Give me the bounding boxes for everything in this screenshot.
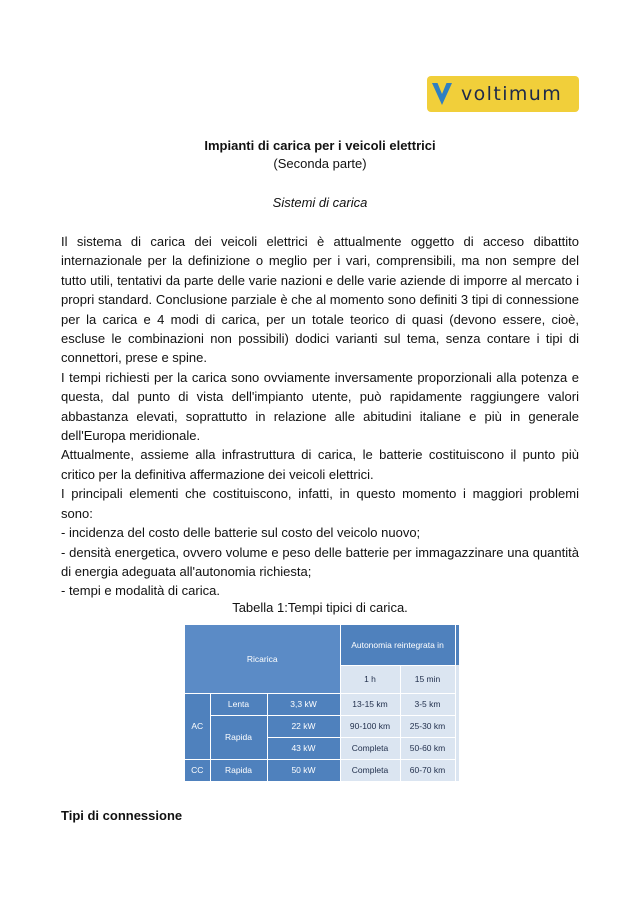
value-15min: 60-70 km	[400, 759, 455, 781]
power-cell: 43 kW	[267, 737, 340, 759]
header-1h: 1 h	[340, 665, 400, 693]
header-15min: 15 min	[400, 665, 455, 693]
paragraph: I principali elementi che costituiscono, infatti, in questo momento i maggiori problemi sono:	[61, 486, 579, 521]
table-caption: Tabella 1:Tempi tipici di carica.	[232, 600, 408, 615]
paragraph: Attualmente, assieme alla infrastruttura di carica, le batterie costituiscono il punto più critico per la definitiva affermazione dei veicoli elettrici.	[61, 447, 579, 482]
value-15min: 25-30 km	[400, 715, 455, 737]
logo-text: voltimum	[461, 83, 563, 105]
value-1h: 90-100 km	[340, 715, 400, 737]
charging-times-table	[185, 625, 459, 782]
value-15min: 3-5 km	[400, 693, 455, 715]
section-title: Sistemi di carica	[272, 195, 368, 210]
voltimum-logo	[427, 76, 579, 112]
mode-cell: Lenta	[210, 693, 267, 715]
document-title: Impianti di carica per i veicoli elettrici	[204, 138, 436, 153]
power-cell: 22 kW	[267, 715, 340, 737]
header-autonomia: Autonomia reintegrata in	[340, 625, 455, 665]
value-1h: Completa	[340, 737, 400, 759]
body-text	[61, 232, 579, 601]
table-row	[185, 693, 459, 715]
section-heading: Tipi di connessione	[61, 808, 183, 823]
group-ac: AC	[185, 693, 210, 759]
group-cc: CC	[185, 759, 210, 781]
header-ricarica: Ricarica	[185, 625, 340, 693]
list-item: - tempi e modalità di carica.	[61, 583, 220, 599]
logo-v-mark	[427, 81, 457, 107]
mode-cell: Rapida	[210, 759, 267, 781]
paragraph: Il sistema di carica dei veicoli elettrici è attualmente oggetto di acceso dibattito internazionale per la definizione o meglio per i vari, comprensibili, ma non sempre del tutto utili, tentativi da parte delle varie nazioni e delle varie aziende di imporre al mercato i propri standard. Conclusione parziale è che al momento sono definiti 3 tipi di connessione per la carica e 4 modi di carica, per un totale teorico di quasi (devono essere, cioè, escluse le combinazioni non possibili) dodici varianti sul tema, senza contare i tipi di connettori, prese e spine.	[61, 234, 579, 366]
power-cell: 50 kW	[267, 759, 340, 781]
list-item: - densità energetica, ovvero volume e peso delle batterie per immagazzinare una quantità di energia adeguata all'autonomia richiesta;	[61, 544, 579, 579]
document-subtitle: (Seconda parte)	[273, 156, 367, 171]
value-1h: 13-15 km	[340, 693, 400, 715]
table-row	[185, 715, 459, 737]
value-15min: 50-60 km	[400, 737, 455, 759]
power-cell: 3,3 kW	[267, 693, 340, 715]
value-1h: Completa	[340, 759, 400, 781]
list-item: - incidenza del costo delle batterie sul costo del veicolo nuovo;	[61, 525, 421, 541]
paragraph: I tempi richiesti per la carica sono ovviamente inversamente proporzionali alla potenza e questa, dal punto di vista dell'impianto utente, può rapidamente raggiungere valori abbastanza elevati, soprattutto in relazione alle abitudini italiane e più in generale dell'Europa meridionale.	[61, 369, 579, 444]
table-row	[185, 759, 459, 781]
mode-cell: Rapida	[210, 715, 267, 759]
